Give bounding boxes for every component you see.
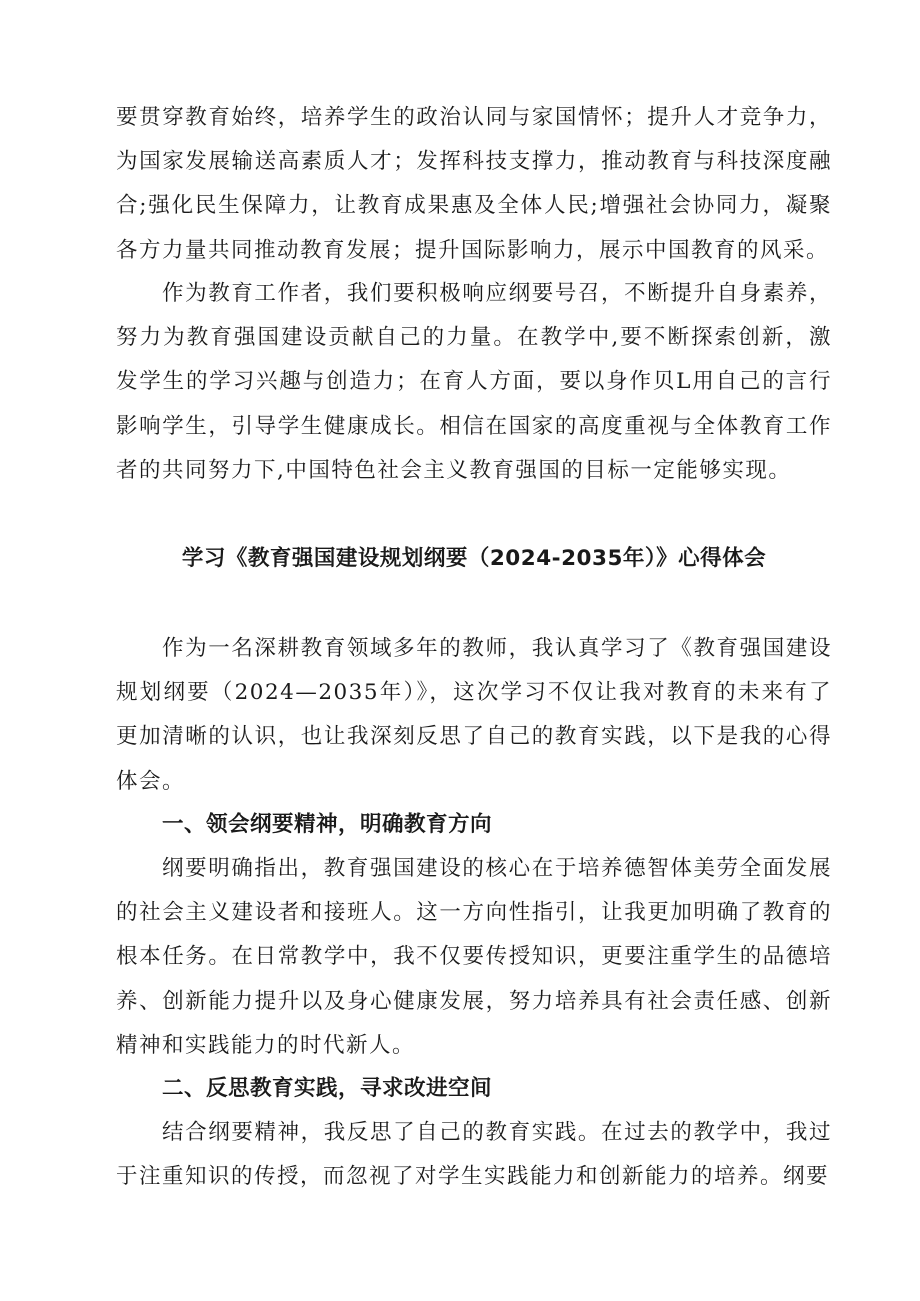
paragraph-section-2: 结合纲要精神，我反思了自己的教育实践。在过去的教学中，我过于注重知识的传授，而忽视了对学生实践能力和创新能力的培养。纲要 bbox=[116, 1120, 832, 1190]
section-heading-1: 一、领会纲要精神，明确教育方向 bbox=[162, 812, 493, 837]
paragraph-educator-role: 作为教育工作者，我们要积极响应纲要号召，不断提升自身素养，努力为教育强国建设贡献自己的力量。在教学中,要不断探索创新，激发学生的学习兴趣与创造力；在育人方面，要以身作贝L用自己的言行影响学生，引导学生健康成长。相信在国家的高度重视与全体教育工作者的共同努力下,中国特色社会主义教育强国的目标一定能够实现。 bbox=[116, 281, 832, 483]
paragraph-continued: 要贯穿教育始终，培养学生的政治认同与家国情怀；提升人才竞争力，为国家发展输送高素质人才；发挥科技支撑力，推动教育与科技深度融合;强化民生保障力，让教育成果惠及全体人民;增强社会协同力，凝聚各方力量共同推动教育发展；提升国际影响力，展示中国教育的风采。 bbox=[116, 105, 832, 263]
paragraph-intro: 作为一名深耕教育领域多年的教师，我认真学习了《教育强国建设规划纲要（2024—2035年）》，这次学习不仅让我对教育的未来有了更加清晰的认识，也让我深刻反思了自己的教育实践，以下是我的心得体会。 bbox=[116, 636, 832, 794]
section-heading-2: 二、反思教育实践，寻求改进空间 bbox=[162, 1076, 493, 1101]
article-title: 学习《教育强国建设规划纲要（2024-2035年）》心得体会 bbox=[181, 546, 767, 571]
paragraph-section-1: 纲要明确指出，教育强国建设的核心在于培养德智体美劳全面发展的社会主义建设者和接班人。这一方向性指引，让我更加明确了教育的根本任务。在日常教学中，我不仅要传授知识，更要注重学生的品德培养、创新能力提升以及身心健康发展，努力培养具有社会责任感、创新精神和实践能力的时代新人。 bbox=[116, 856, 832, 1058]
